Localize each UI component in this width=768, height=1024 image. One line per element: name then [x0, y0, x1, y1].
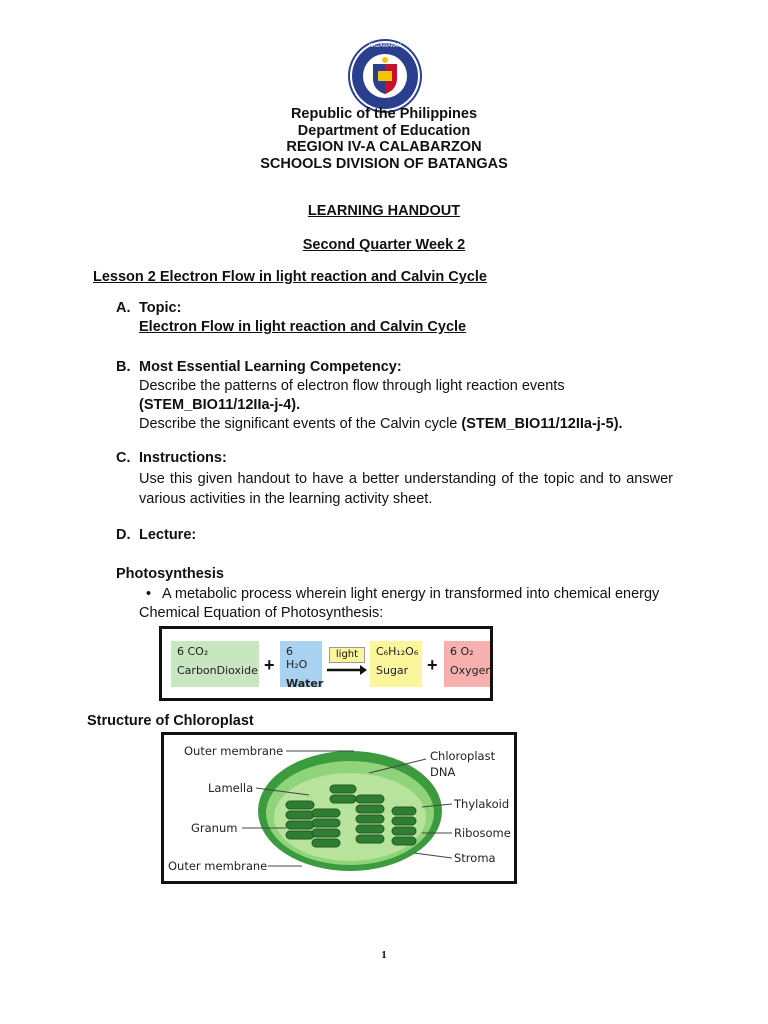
chloroplast-diagram — [161, 732, 517, 884]
equation-label: Chemical Equation of Photosynthesis: — [139, 605, 384, 621]
photosynthesis-bullet: A metabolic process wherein light energy in transformed into chemical energy — [162, 586, 660, 602]
h2o-formula: 6 H₂O — [286, 645, 308, 671]
header-division: SCHOOLS DIVISION OF BATANGAS — [260, 156, 508, 172]
label-ribosome: Ribosome — [454, 826, 511, 840]
header-republic: Republic of the Philippines — [290, 106, 478, 122]
photosynthesis-heading: Photosynthesis — [116, 566, 224, 582]
co2-cell — [171, 641, 259, 687]
section-a-title: Topic: — [139, 300, 182, 316]
bullet-marker: • — [146, 586, 152, 602]
o2-formula: 6 O₂ — [450, 645, 474, 658]
label-granum: Granum — [191, 821, 238, 835]
section-d-label: D. — [116, 527, 131, 543]
section-c-label: C. — [116, 450, 131, 466]
h2o-cell — [280, 641, 324, 690]
sugar-formula: C₆H₁₂O₆ — [376, 645, 419, 658]
photosynthesis-equation-figure — [159, 626, 493, 701]
deped-seal-logo — [347, 38, 423, 114]
o2-name: Oxygen — [450, 664, 493, 677]
section-c-title: Instructions: — [139, 450, 227, 466]
sugar-name: Sugar — [376, 664, 409, 677]
header-region: REGION IV-A CALABARZON — [286, 139, 482, 155]
handout-subtitle: Second Quarter Week 2 — [302, 237, 466, 253]
label-outer-membrane-top: Outer membrane — [184, 744, 284, 758]
label-stroma: Stroma — [454, 851, 496, 865]
svg-text:KAGAWARAN: KAGAWARAN — [368, 43, 402, 49]
section-b-label: B. — [116, 359, 131, 375]
label-outer-membrane-bottom: Outer membrane — [168, 859, 268, 873]
section-b-code1: (STEM_BIO11/12IIa-j-4). — [139, 397, 301, 413]
label-dna: DNA — [430, 765, 456, 779]
plus-sign-1: + — [264, 655, 275, 675]
co2-formula: 6 CO₂ — [177, 645, 209, 658]
label-thylakoid: Thylakoid — [454, 797, 510, 811]
page-number: 1 — [381, 949, 387, 961]
chloroplast-heading: Structure of Chloroplast — [87, 713, 254, 729]
label-lamella: Lamella — [208, 781, 254, 795]
section-c-body: Use this given handout to have a better understanding of the topic and to answer various activities in the learning activity sheet. — [139, 471, 673, 507]
header-department: Department of Education — [297, 123, 471, 139]
h2o-name: Water — [286, 677, 324, 690]
reaction-arrow-icon — [326, 665, 368, 675]
co2-name: CarbonDioxide — [177, 664, 258, 677]
section-d-title: Lecture: — [139, 527, 197, 543]
light-label: light — [329, 647, 365, 663]
section-a-label: A. — [116, 300, 131, 316]
section-b-line2: Describe the significant events of the Calvin cycle — [139, 416, 462, 432]
lesson-title: Lesson 2 Electron Flow in light reaction and Calvin Cycle — [93, 269, 487, 285]
section-b-code2: (STEM_BIO11/12IIa-j-5). — [461, 416, 623, 432]
plus-sign-2: + — [427, 655, 438, 675]
section-a-body: Electron Flow in light reaction and Calvin Cycle — [139, 319, 467, 335]
section-b-title: Most Essential Learning Competency: — [139, 359, 402, 375]
handout-title: LEARNING HANDOUT — [307, 203, 461, 219]
o2-cell — [444, 641, 493, 687]
section-b-line1: Describe the patterns of electron flow through light reaction events — [139, 378, 565, 394]
label-chloroplast: Chloroplast — [430, 749, 496, 763]
section-b-line2-wrap — [139, 416, 623, 432]
sugar-cell — [370, 641, 422, 687]
